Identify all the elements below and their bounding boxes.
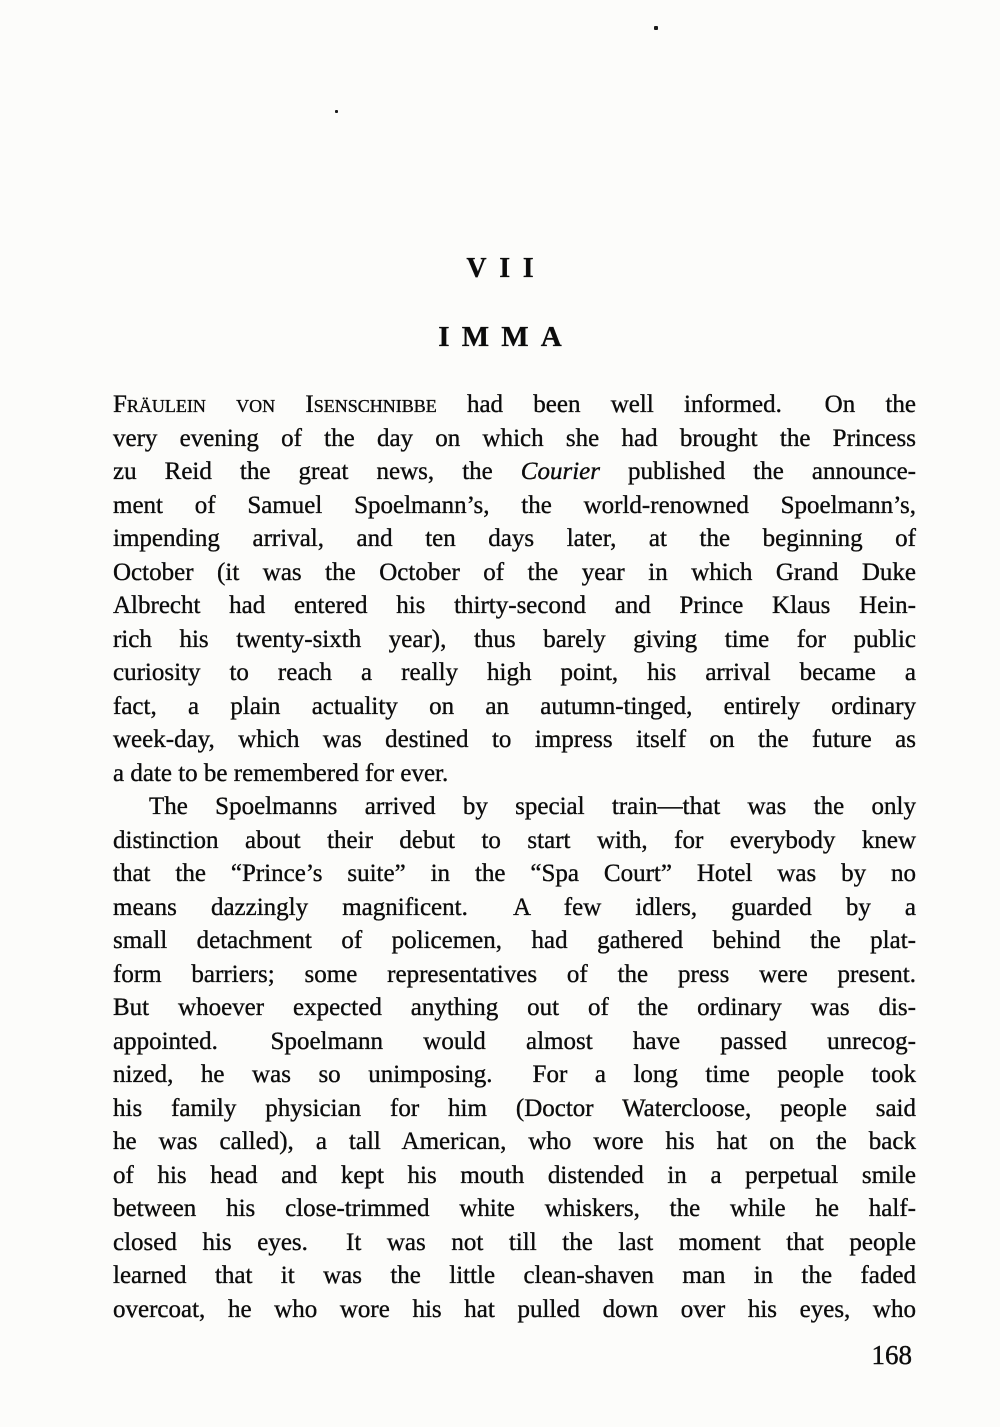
text-segment: week-day, which was destined to impress itself on the future as (113, 726, 916, 753)
text-segment: form barriers; some representatives of the press were present. (113, 960, 916, 988)
body-text (113, 388, 916, 1326)
smallcaps-text: Fräulein von Isenschnibbe (113, 391, 437, 418)
text-segment: nized, he was so unimposing. For a long time people took (113, 1061, 916, 1088)
text-line (113, 723, 916, 757)
text-segment: closed his eyes. It was not till the last moment that people (113, 1228, 916, 1256)
text-line (113, 556, 916, 590)
text-line (113, 1092, 916, 1126)
text-segment: distinction about their debut to start with, for everybody knew (113, 826, 916, 854)
text-line (113, 1159, 916, 1193)
paragraph (113, 790, 916, 1326)
text-line (113, 1025, 916, 1059)
italic-text: Courier (520, 458, 600, 485)
text-segment: published the announce- (599, 458, 917, 485)
scan-speck (654, 26, 658, 30)
text-line (113, 1192, 916, 1226)
paragraph (113, 388, 916, 790)
text-segment: very evening of the day on which she had brought the Princess (113, 424, 916, 452)
text-line (113, 455, 916, 489)
text-segment: appointed. Spoelmann would almost have passed unrecog- (113, 1027, 916, 1055)
text-line (113, 690, 916, 724)
text-line (113, 958, 916, 992)
text-line (113, 757, 916, 791)
text-line (113, 522, 916, 556)
text-line (113, 388, 916, 422)
text-line (113, 656, 916, 690)
text-line (113, 790, 916, 824)
text-line (113, 422, 916, 456)
text-line (113, 1058, 916, 1092)
text-segment: a date to be remembered for ever. (113, 759, 449, 787)
text-line (113, 1259, 916, 1293)
text-segment: small detachment of policemen, had gathered behind the plat- (113, 927, 916, 954)
text-segment: learned that it was the little clean-shaven man in the faded (113, 1262, 916, 1289)
text-segment: rich his twenty-sixth year), thus barely giving time for public (113, 625, 916, 653)
text-segment: The Spoelmanns arrived by special train—that was the only (149, 793, 916, 820)
scan-speck (335, 110, 338, 113)
chapter-title-heading: IMMA (438, 321, 574, 353)
text-segment: of his head and kept his mouth distended in a perpetual smile (113, 1161, 916, 1189)
text-line (113, 1125, 916, 1159)
text-segment: zu Reid the great news, the (113, 458, 521, 485)
text-segment: his family physician for him (Doctor Watercloose, people said (113, 1094, 916, 1122)
chapter-number-heading: VII (466, 253, 547, 284)
text-line (113, 1226, 916, 1260)
text-segment: ment of Samuel Spoelmann’s, the world-renowned Spoelmann’s, (113, 491, 916, 519)
page-number: 168 (871, 1340, 912, 1370)
text-segment: he was called), a tall American, who wore his hat on the back (113, 1128, 916, 1155)
text-line (113, 489, 916, 523)
text-segment: fact, a plain actuality on an autumn-tinged, entirely ordinary (113, 692, 916, 720)
text-line (113, 824, 916, 858)
text-line (113, 1293, 916, 1327)
text-line (113, 623, 916, 657)
text-segment: curiosity to reach a really high point, his arrival became a (113, 659, 916, 686)
text-segment: that the “Prince’s suite” in the “Spa Court” Hotel was by no (113, 860, 916, 887)
text-segment: Albrecht had entered his thirty-second and Prince Klaus Hein- (113, 592, 916, 619)
text-line (113, 924, 916, 958)
text-segment: overcoat, he who wore his hat pulled down over his eyes, who (113, 1295, 916, 1323)
text-segment: October (it was the October of the year in which Grand Duke (113, 558, 916, 586)
text-segment: had been well informed. On the (436, 391, 916, 418)
text-line (113, 857, 916, 891)
text-segment: means dazzingly magnificent. A few idlers, guarded by a (113, 893, 916, 921)
text-segment: impending arrival, and ten days later, at the beginning of (113, 525, 916, 552)
text-segment: between his close-trimmed white whiskers, the while he half- (113, 1195, 916, 1222)
text-line (113, 589, 916, 623)
text-line (113, 991, 916, 1025)
text-line (113, 891, 916, 925)
text-segment: But whoever expected anything out of the ordinary was dis- (113, 994, 916, 1021)
